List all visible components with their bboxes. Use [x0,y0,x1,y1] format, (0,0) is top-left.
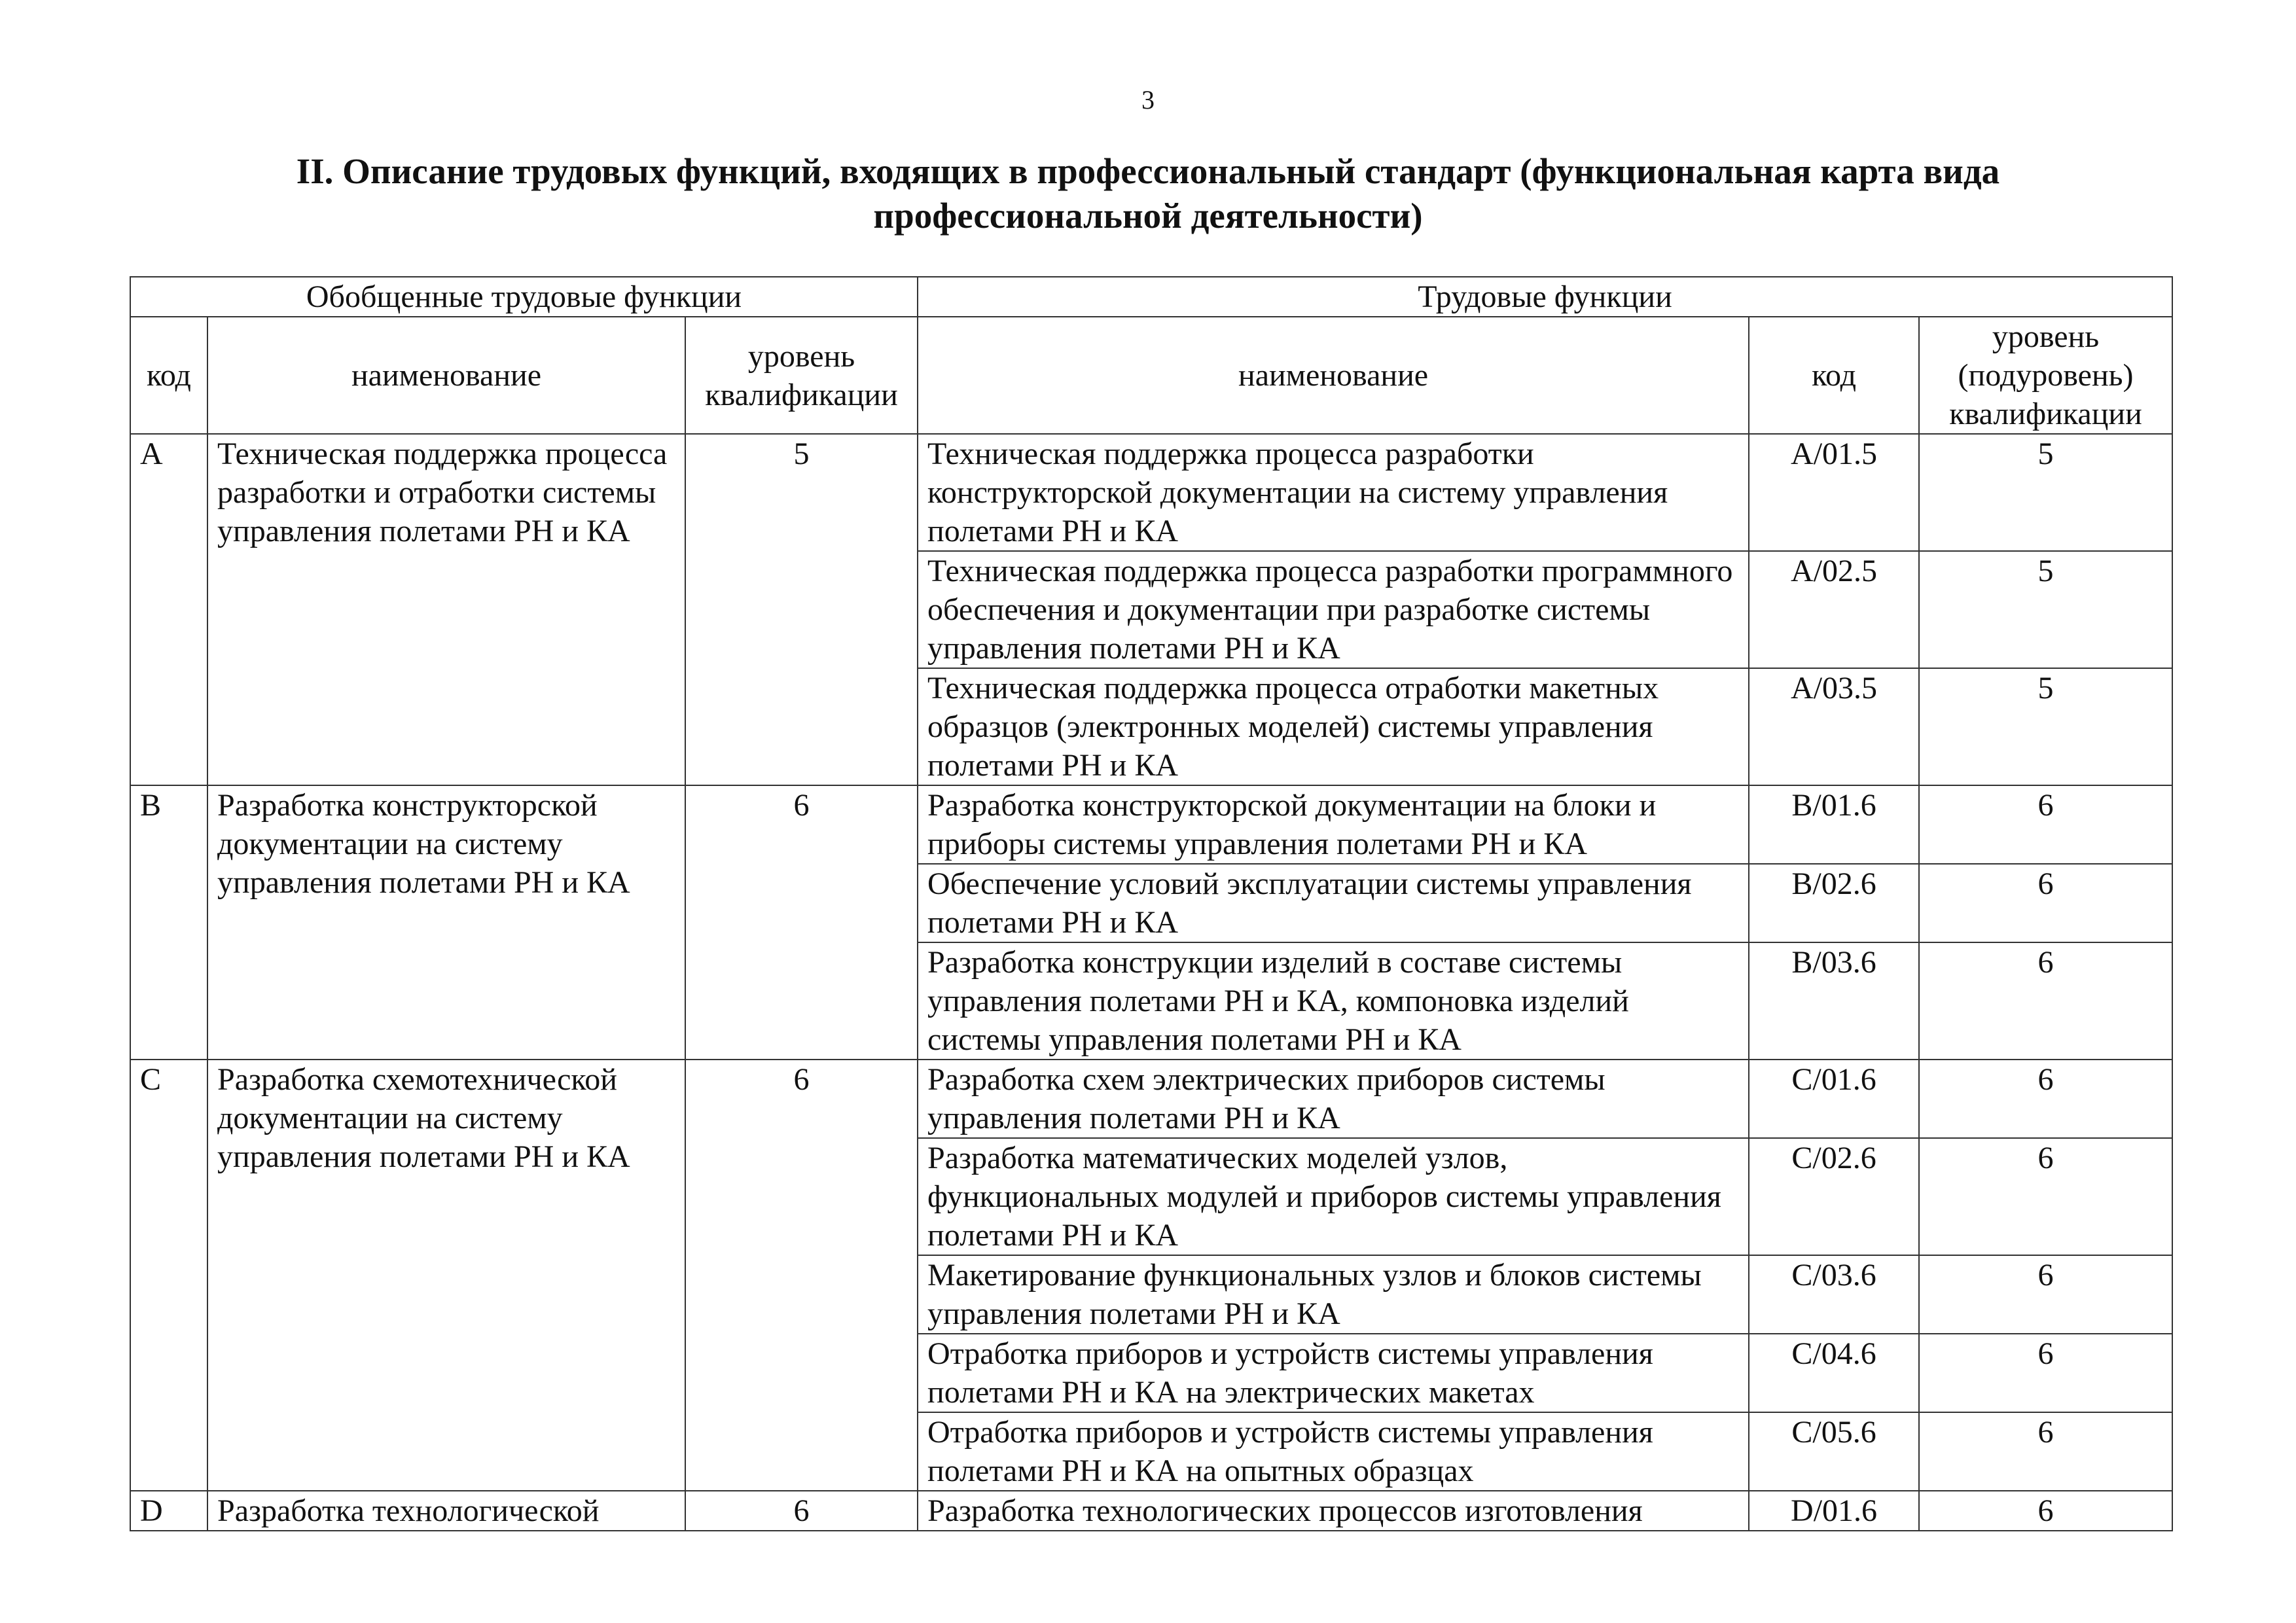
page-number: 3 [1141,85,1155,115]
fn-level-cell: 5 [1919,551,2172,668]
gen-level-cell: 5 [685,434,918,785]
fn-level-cell: 6 [1919,1334,2172,1412]
fn-code-cell: B/01.6 [1749,785,1919,864]
fn-code-cell: C/01.6 [1749,1060,1919,1138]
gen-name-header: наименование [207,317,685,434]
fn-level-cell: 6 [1919,1491,2172,1531]
fn-level-cell: 5 [1919,434,2172,551]
gen-code-header: код [130,317,207,434]
fn-code-cell: C/04.6 [1749,1334,1919,1412]
fn-code-cell: C/02.6 [1749,1138,1919,1255]
fn-name-cell: Разработка схем электрических приборов системы управления полетами РН и КА [918,1060,1749,1138]
section-title: II. Описание трудовых функций, входящих в профессиональный стандарт (функциональная карта вида профессиональной деятельности) [296,151,2000,236]
fn-name-cell: Техническая поддержка процесса отработки макетных образцов (электронных моделей) системы управления полетами РН и КА [918,668,1749,785]
fn-name-cell: Отработка приборов и устройств системы управления полетами РН и КА на опытных образцах [918,1412,1749,1491]
fn-name-cell: Разработка конструкции изделий в составе системы управления полетами РН и КА, компоновка изделий системы управления полетами РН и КА [918,942,1749,1060]
fn-name-cell: Техническая поддержка процесса разработки конструкторской документации на систему управления полетами РН и КА [918,434,1749,551]
fn-code-cell: C/05.6 [1749,1412,1919,1491]
fn-level-cell: 6 [1919,1060,2172,1138]
fn-code-cell: A/02.5 [1749,551,1919,668]
fn-name-header: наименование [918,317,1749,434]
table-row [130,1060,2172,1138]
fn-name-cell: Техническая поддержка процесса разработки программного обеспечения и документации при разработке системы управления полетами РН и КА [918,551,1749,668]
fn-code-cell: C/03.6 [1749,1255,1919,1334]
table-row [130,785,2172,864]
gen-level-cell: 6 [685,785,918,1060]
fn-name-cell: Разработка технологических процессов изготовления [918,1491,1749,1531]
fn-code-cell: B/03.6 [1749,942,1919,1060]
gen-level-cell: 6 [685,1491,918,1531]
gen-name-cell: Разработка схемотехнической документации на систему управления полетами РН и КА [207,1060,685,1491]
table-row [130,434,2172,551]
functional-map-table [130,276,2173,1531]
generalized-functions-header: Обобщенные трудовые функции [130,277,918,317]
fn-level-cell: 6 [1919,942,2172,1060]
gen-name-cell: Разработка конструкторской документации на систему управления полетами РН и КА [207,785,685,1060]
gen-code-cell: A [130,434,207,785]
fn-name-cell: Разработка математических моделей узлов, функциональных модулей и приборов системы управления полетами РН и КА [918,1138,1749,1255]
fn-code-cell: A/03.5 [1749,668,1919,785]
fn-level-header: уровень (подуровень) квалификации [1919,317,2172,434]
fn-name-cell: Разработка конструкторской документации на блоки и приборы системы управления полетами РН и КА [918,785,1749,864]
gen-code-cell: C [130,1060,207,1491]
fn-level-cell: 6 [1919,1138,2172,1255]
fn-level-cell: 6 [1919,785,2172,864]
fn-name-cell: Отработка приборов и устройств системы управления полетами РН и КА на электрических макетах [918,1334,1749,1412]
gen-name-cell: Техническая поддержка процесса разработки и отработки системы управления полетами РН и КА [207,434,685,785]
table-row [130,1491,2172,1531]
labor-functions-header: Трудовые функции [918,277,2172,317]
fn-level-cell: 6 [1919,864,2172,942]
fn-code-cell: B/02.6 [1749,864,1919,942]
fn-name-cell: Макетирование функциональных узлов и блоков системы управления полетами РН и КА [918,1255,1749,1334]
gen-level-header: уровень квалификации [685,317,918,434]
gen-code-cell: D [130,1491,207,1531]
gen-name-cell: Разработка технологической [207,1491,685,1531]
fn-code-cell: D/01.6 [1749,1491,1919,1531]
fn-name-cell: Обеспечение условий эксплуатации системы управления полетами РН и КА [918,864,1749,942]
fn-level-cell: 6 [1919,1255,2172,1334]
gen-level-cell: 6 [685,1060,918,1491]
fn-code-cell: A/01.5 [1749,434,1919,551]
fn-code-header: код [1749,317,1919,434]
fn-level-cell: 5 [1919,668,2172,785]
gen-code-cell: B [130,785,207,1060]
fn-level-cell: 6 [1919,1412,2172,1491]
